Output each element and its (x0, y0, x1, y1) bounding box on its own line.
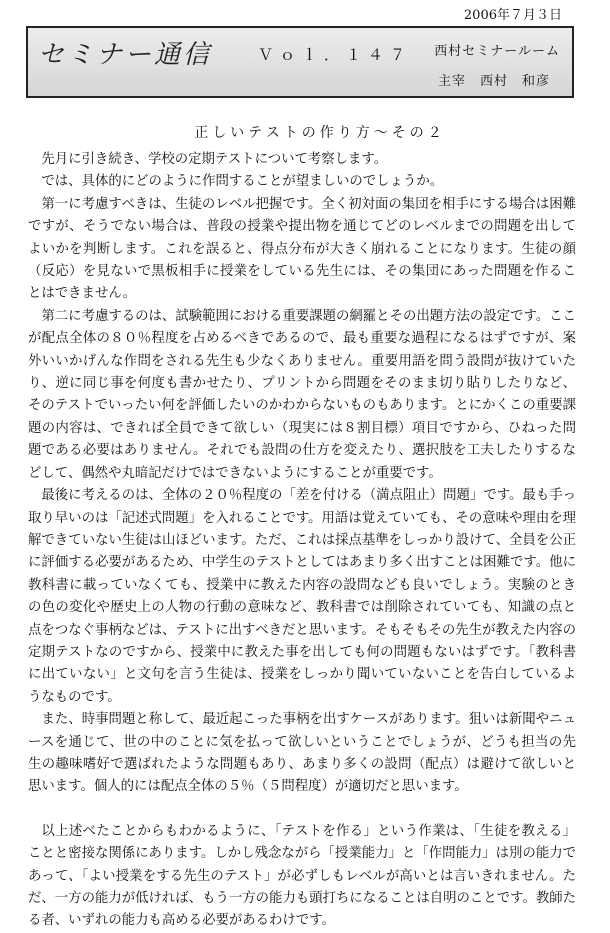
volume-number: Ｖｏｌ．１４７ (258, 46, 413, 64)
paragraph: 第二に考慮するのは、試験範囲における重要課題の網羅とその出題方法の設定です。ここが配点全体の８０％程度を占めるべきであるので、最も重要な過程になるはずですが、案外いいかげんな作問をされる先生も少なくありません。重要用語を問う設問が抜けていたり、逆に同じ事を何度も書かせたり、プリントから問題をそのまま切り貼りしたりなど、そのテストでいったい何を評価したいのかわからないものもあります。とにかくこの重要課題の内容は、できれば全員できて欲しい（現実には８割目標）項目ですから、ひねった問題である必要はありません。それでも設問の仕方を変えたり、選択肢を工夫したりするなどして、偶然や丸暗記だけではできないようにすることが重要です。 (28, 308, 576, 481)
paragraph: 最後に考えるのは、全体の２０％程度の「差を付ける（満点阻止）問題」です。最も手っ取り早いのは「記述式問題」を入れることです。用語は覚えていても、その意味や理由を理解できていない生徒は山ほどいます。ただ、これは採点基準をしっかり設けて、全員を公正に評価する必要があるため、中学生のテストとしてはあまり多く出すことは困難です。他に教科書に載っていなくても、授業中に教えた内容の設問なども良いでしょう。実験のときの色の変化や歴史上の人物の行動の意味など、教科書では削除されていても、知識の点と点をつなぐ事柄などは、テストに出すべきだと思います。そもそもその先生が教えた内容の定期テストなのですから、授業中に教えた事を出しても何の問題もないはずです。「教科書に出ていない」と文句を言う生徒は、授業をしっかり聞いていないことを告白しているようなものです。 (28, 488, 576, 705)
paragraph: 以上述べたことからもわかるように、「テストを作る」という作業は、「生徒を教える」ことと密接な関係にあります。しかし残念ながら「授業能力」と「作問能力」は別の能力であって、「よい授業をする先生のテスト」が必ずしもレベルが高いとは言いきれません。ただ、一方の能力が低ければ、もう一方の能力も頭打ちになることは自明のことです。教師たる者、いずれの能力も高める必要があるわけです。 (28, 823, 576, 929)
article-title: 正しいテストの作り方～その２ (194, 125, 446, 141)
organization-name: 西村セミナールーム (434, 44, 560, 59)
author-name: 主宰 西村 和彦 (437, 74, 550, 89)
newsletter-header (26, 26, 574, 98)
article-body (28, 149, 576, 933)
newsletter-title: セミナー通信 (38, 40, 213, 70)
paragraph: 先月に引き続き、学校の定期テストについて考察します。 (41, 152, 388, 167)
issue-date: 2006年７月３日 (463, 8, 562, 23)
paragraph: 第一に考慮すべきは、生徒のレベル把握です。全く初対面の集団を相手にする場合は困難ですが、そうでない場合は、普段の授業や提出物を通じてどのレベルまでの問題を出してよいかを判断します。これを誤ると、得点分布が大きく崩れることになります。生徒の顔（反応）を見ないで黒板相手に授業をしている先生には、その集団にあった問題を作ることはできません。 (28, 196, 576, 302)
paragraph: では、具体的にどのように作問することが望ましいのでしょうか。 (41, 174, 444, 190)
paragraph: また、時事問題と称して、最近起こった事柄を出すケースがあります。狙いは新聞やニュースを通じて、世の中のことに気を払って欲しいということでしょうが、どうも担当の先生の趣味嗜好で選ばれたような問題もあり、あまり多くの設問（配点）は避けて欲しいと思います。個人的には配点全体の５％（５問程度）が適切だと思います。 (28, 712, 576, 795)
